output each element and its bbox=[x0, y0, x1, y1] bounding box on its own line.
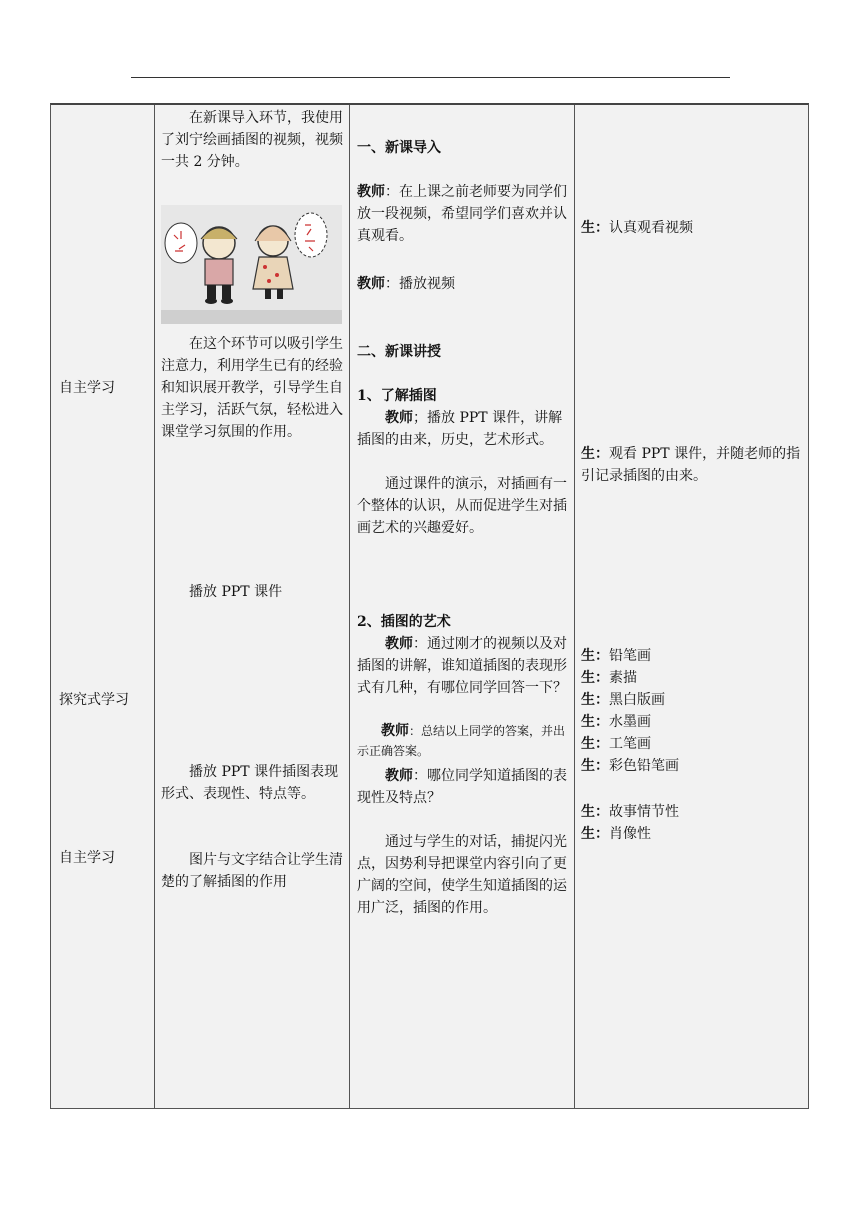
student-text: 故事情节性 bbox=[609, 804, 679, 820]
demo-paragraph: 通过课件的演示，对插画有一个整体的认识，从而促进学生对插画艺术的兴趣爱好。 bbox=[357, 476, 567, 536]
teacher-label: 教师 bbox=[385, 410, 413, 426]
student-trait-item bbox=[581, 801, 679, 823]
dialogue-paragraph: 通过与学生的对话，捕捉闪光点，因势利导把课堂内容引向了更广阔的空间，使学生知道插图的运用广泛，插图的作用。 bbox=[357, 834, 567, 916]
design-paragraph-5: 图片与文字结合让学生清楚的了解插图的作用 bbox=[161, 852, 343, 890]
student-text: 素描 bbox=[609, 670, 637, 686]
student-label: 生： bbox=[581, 692, 609, 708]
student-text: 观看 PPT 课件，并随老师的指引记录插图的由来。 bbox=[581, 446, 801, 484]
student-form-item bbox=[581, 755, 679, 777]
student-label: 生： bbox=[581, 220, 609, 236]
teacher-line-4 bbox=[357, 633, 569, 699]
teacher-text: ：通过刚才的视频以及对插图的讲解，谁知道插图的表现形式有几种，有哪位同学回答一下？ bbox=[357, 636, 567, 696]
student-text: 水墨画 bbox=[609, 714, 651, 730]
design-paragraph-1: 在新课导入环节，我使用了刘宁绘画插图的视频，视频一共 2 分钟。 bbox=[161, 110, 343, 170]
section-heading-1: 一、新课导入 bbox=[357, 140, 441, 156]
section-heading-2: 二、新课讲授 bbox=[357, 344, 441, 360]
header-rule bbox=[131, 77, 730, 78]
subsection-heading-2: 2、插图的艺术 bbox=[357, 614, 451, 630]
teacher-line-3 bbox=[357, 407, 569, 451]
student-response-2 bbox=[581, 443, 805, 487]
student-label: 生： bbox=[581, 446, 609, 462]
subsection-heading-1: 1、了解插图 bbox=[357, 388, 437, 404]
teacher-text: ：播放视频 bbox=[385, 276, 455, 292]
student-label: 生： bbox=[581, 736, 609, 752]
lesson-table bbox=[50, 103, 809, 1109]
cartoon-drawing-icon bbox=[161, 205, 342, 324]
teacher-text: ：在上课之前老师要为同学们放一段视频，希望同学们喜欢并认真观看。 bbox=[357, 184, 567, 244]
video-screenshot-image bbox=[161, 205, 342, 324]
teacher-text: ：哪位同学知道插图的表现性及特点？ bbox=[357, 768, 567, 806]
teacher-label: 教师 bbox=[385, 636, 413, 652]
teacher-label: 教师 bbox=[357, 276, 385, 292]
teacher-text: ：总结以上同学的答案，并出示正确答案。 bbox=[357, 724, 566, 758]
student-label: 生： bbox=[581, 804, 609, 820]
teacher-text: ；播放 PPT 课件，讲解插图的由来，历史，艺术形式。 bbox=[357, 410, 563, 448]
student-response-1 bbox=[581, 217, 805, 239]
learning-mode-3: 自主学习 bbox=[59, 850, 115, 866]
column-divider bbox=[574, 105, 575, 1108]
student-label: 生： bbox=[581, 826, 609, 842]
teacher-line-6 bbox=[357, 765, 569, 809]
student-form-item bbox=[581, 733, 651, 755]
student-text: 黑白版画 bbox=[609, 692, 665, 708]
student-text: 铅笔画 bbox=[609, 648, 651, 664]
teacher-line-1 bbox=[357, 181, 569, 247]
column-divider bbox=[154, 105, 155, 1108]
teacher-line-5 bbox=[357, 721, 569, 761]
design-paragraph-4: 播放 PPT 课件插图表现形式、表现性、特点等。 bbox=[161, 764, 339, 802]
learning-mode-1: 自主学习 bbox=[59, 380, 115, 396]
student-label: 生： bbox=[581, 648, 609, 664]
learning-mode-2: 探究式学习 bbox=[59, 692, 129, 708]
student-form-item bbox=[581, 667, 637, 689]
student-text: 彩色铅笔画 bbox=[609, 758, 679, 774]
student-text: 工笔画 bbox=[609, 736, 651, 752]
student-form-item bbox=[581, 711, 651, 733]
design-paragraph-2: 在这个环节可以吸引学生注意力，利用学生已有的经验和知识展开教学，引导学生自主学习，活跃气氛，轻松进入课堂学习氛围的作用。 bbox=[161, 336, 343, 440]
student-text: 认真观看视频 bbox=[609, 220, 693, 236]
teacher-label: 教师 bbox=[381, 723, 409, 739]
teacher-label: 教师 bbox=[385, 768, 413, 784]
student-label: 生： bbox=[581, 758, 609, 774]
teacher-line-2 bbox=[357, 273, 569, 295]
student-text: 肖像性 bbox=[609, 826, 651, 842]
student-label: 生： bbox=[581, 670, 609, 686]
teacher-label: 教师 bbox=[357, 184, 385, 200]
student-trait-item bbox=[581, 823, 651, 845]
student-label: 生： bbox=[581, 714, 609, 730]
student-form-item bbox=[581, 645, 651, 667]
design-paragraph-3: 播放 PPT 课件 bbox=[189, 584, 283, 600]
column-divider bbox=[349, 105, 350, 1108]
student-form-item bbox=[581, 689, 665, 711]
